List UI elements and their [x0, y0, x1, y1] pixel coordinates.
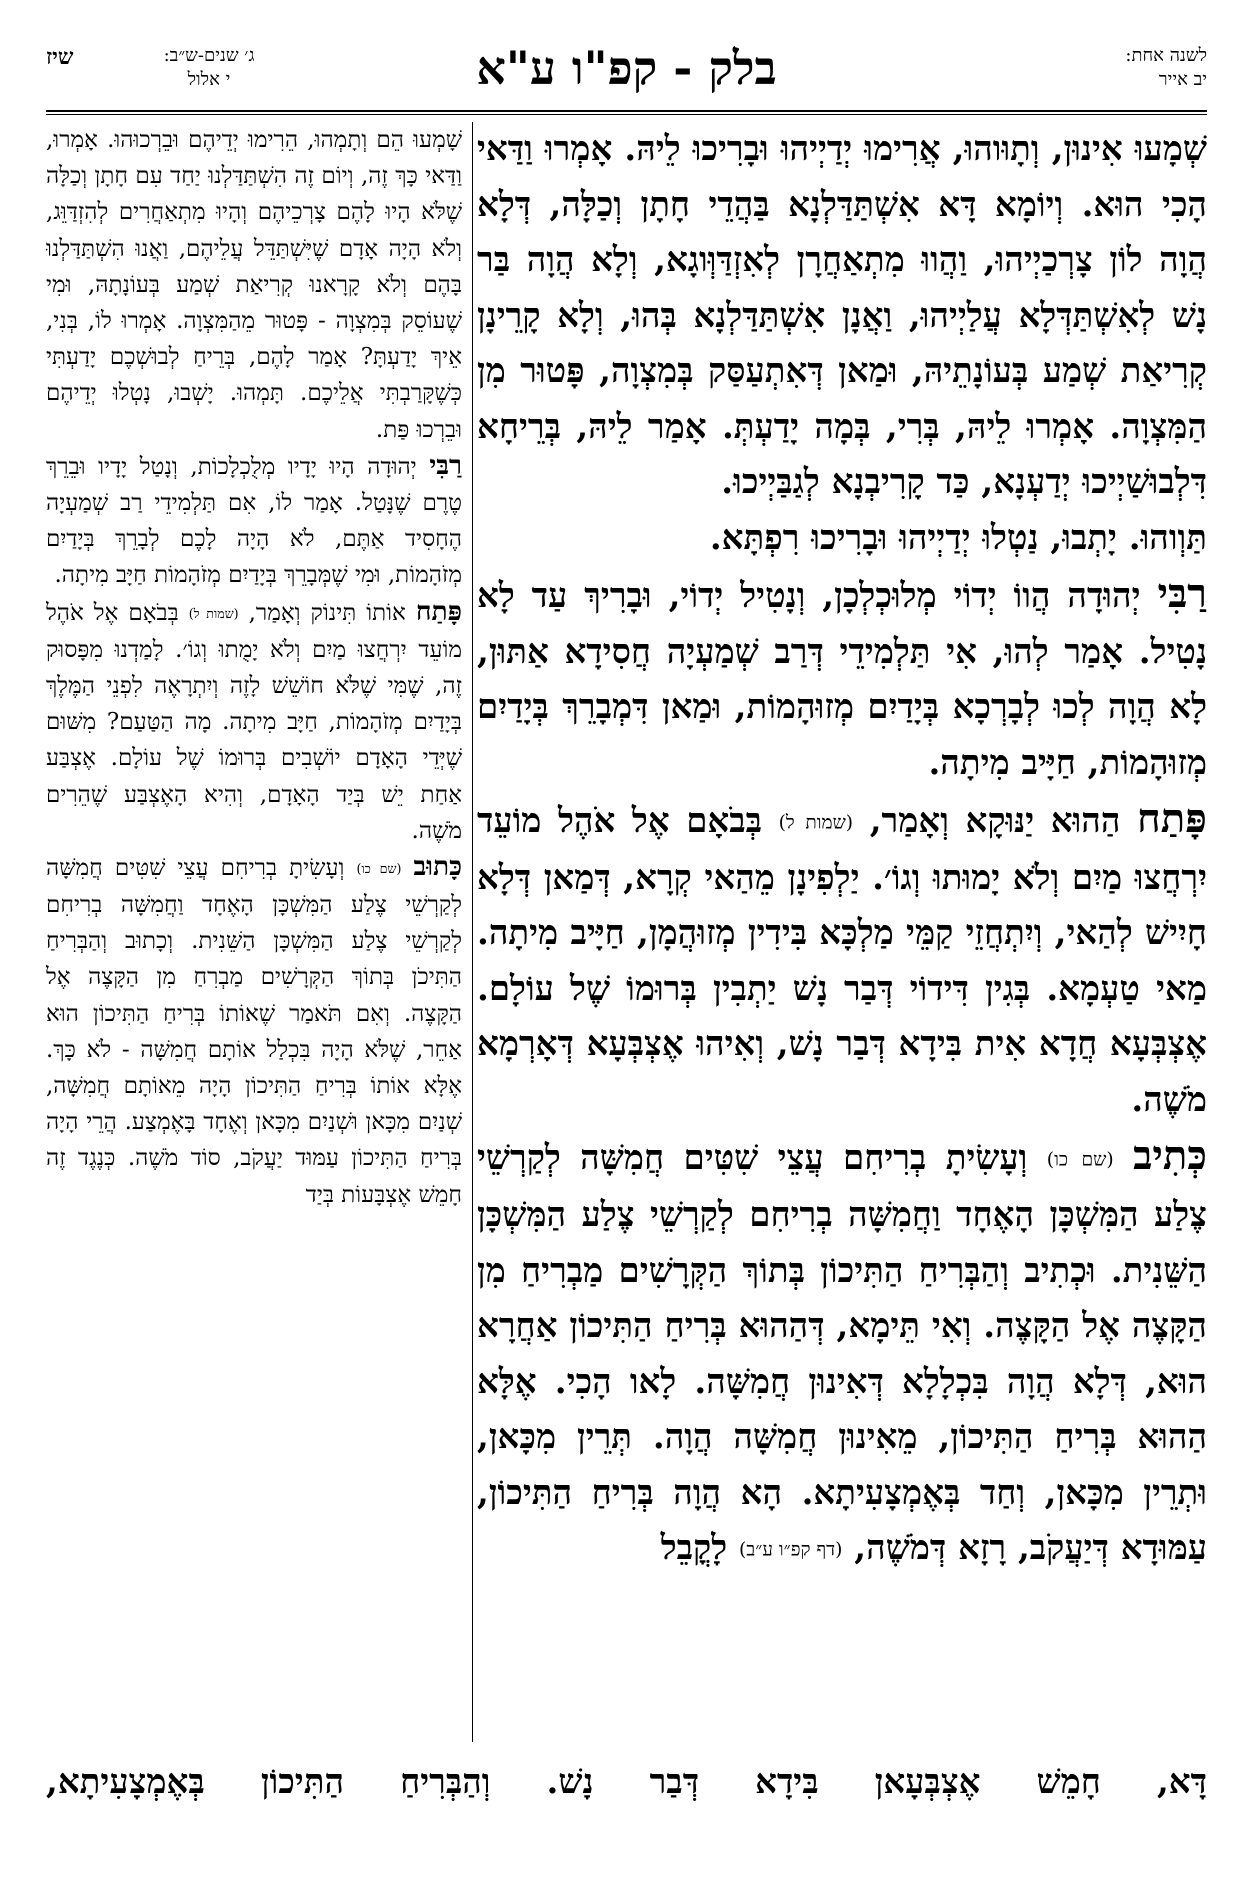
page-title: בלק - קפ"ו ע"א — [476, 41, 777, 95]
main-paragraph-3-text: יְהוּדָה הֲווֹ יְדוֹי מְלוּכְלְכָן, וְנָטִיל יְדוֹי, וּבָרִיךְ עַד לָא נָטִיל. אָמַר לְהוּ, אִי תַּלְמִידֵי דְּרַב שְׁמַעְיָה חֲסִידָא אַתּוּן, לָא הֲוָה לְכוּ לְבָרְכָא בְּיָדַיִם מְזוּהָמוֹת, וּמַאן דִּמְבָרֵךְ בְּיָדַיִם מְזוּהָמוֹת, חַיָּיב מִיתָה. — [477, 576, 1207, 783]
main-paragraph-4-text-a: הַהוּא יַנּוּקָא וְאָמַר, — [869, 801, 1121, 841]
header-right-info-line1: לשנה אחת: — [1125, 45, 1207, 66]
main-paragraph-1: שְׁמָעוּ אִינוּן, וְתָוּוהוּ, אֲרִימוּ יְדַיְיהוּ וּבָרִיכוּ לֵיהּ. אָמְרוּ וַדַּאי הָכִי הוּא. וְיוֹמָא דָּא אִשְׁתַּדַּלְנָא בַּהֲדֵי חָתָן וְכַלָּה, דְּלָא הֲוָה לוֹן צָרְכַיְיהוּ, וַהֲווּ מִתְאַחֲרָן לְאִזְדַּוְּוגָא, וְלָא הֲוָה בַּר נָשׁ לְאִשְׁתַּדְּלָא עֲלַיְיהוּ, וַאֲנָן אִשְׁתַּדַּלְנָא בְּהוּ, וְלָא קָרֵינָן קְרִיאַת שְׁמַע בְּעוֹנָתֵיהּ, וּמַאן דְּאִתְעַסַּק בְּמִצְוָה, פָּטוּר מִן הַמִּצְוָה. אָמְרוּ לֵיהּ, בְּרִי, בְּמָה יָדַעְתְּ. אָמַר לֵיהּ, בְּרֵיחָא דִּלְבוּשַׁיְיכוּ יְדַעְנָא, כַּד קָרִיבְנָא לְגַבַּיְיכוּ. — [477, 129, 1207, 502]
main-paragraph-5 — [477, 1128, 1207, 1578]
side-paragraph-3-text: בְּבֹאָם אֶל אֹהֶל מוֹעֵד יִרְחֲצוּ מַיִם וְלֹא יָמֻתוּ וְגוֹ׳. לָמַדְנוּ מִפָּסוּק זֶה, שֶׁמִּי שֶׁלֹּא חוֹשֵׁשׁ לָזֶה וְיִתְרָאֶה לִפְנֵי הַמֶּלֶךְ בְּיָדַיִם מְזֹהָמוֹת, חַיָּב מִיתָה. מָה הַטַּעַם? מִשּׁוּם שֶׁיְּדֵי הָאָדָם יוֹשְׁבִים בְּרוּמוֹ שֶׁל עוֹלָם. אֶצְבַּע אַחַת יֵשׁ בְּיַד הָאָדָם, וְהִיא הָאֶצְבַּע שֶׁהֵרִים מֹשֶׁה. — [46, 599, 462, 844]
page-number: שיז — [46, 44, 74, 70]
header-left-info-line1: ג׳ שנים-ש״ב: — [163, 45, 255, 66]
main-text-column — [477, 122, 1207, 1742]
side-paragraph-2 — [46, 448, 462, 594]
header-divider — [46, 110, 1207, 112]
main-paragraph-5-lead: כְּתִיב — [1133, 1132, 1207, 1180]
main-paragraph-2: תַּוְוהוּ. יָתְבוּ, נַטְלוּ יְדַיְיהוּ וּבָרִיכוּ רִפְתָּא. — [709, 517, 1207, 558]
translation-column — [46, 122, 462, 1742]
side-paragraph-2-text: יְהוּדָה הָיוּ יָדָיו מְלֻכְלָכוֹת, וְנָטַל יָדָיו וּבֵרֵךְ טֶרֶם שֶׁנָּטַל. אָמַר לוֹ, אִם תַּלְמִידֵי רַב שְׁמַעְיָה הֶחָסִיד אַתֶּם, לֹא הָיָה לָכֶם לְבָרֵךְ בְּיָדַיִם מְזֹהָמוֹת, וּמִי שֶׁמְּבָרֵךְ בְּיָדַיִם מְזֹהָמוֹת חַיָּב מִיתָה. — [46, 453, 462, 589]
side-paragraph-3-ref: (שמות ל) — [188, 605, 239, 621]
header-right-info-line2: יב אייר — [1158, 69, 1207, 90]
footer-line: דָּא, חָמֵשׁ אֶצְבְּעָאן בִּידָא דְּבַר נָשׁ. וְהַבְּרִיחַ הַתִּיכוֹן בְּאֶמְצָעִיתָא, — [46, 1762, 1207, 1802]
main-paragraph-5-end: לָקֳבֵל — [660, 1528, 728, 1568]
main-paragraph-4-ref: (שמות ל) — [778, 812, 854, 834]
side-paragraph-3-lead: פָּתַח — [415, 595, 462, 627]
main-paragraph-4 — [477, 791, 1207, 1128]
main-paragraph-3 — [477, 566, 1207, 791]
main-paragraph-5-ref: (שם כו) — [1046, 1149, 1114, 1171]
side-paragraph-4 — [46, 849, 462, 1213]
main-paragraph-3-lead: רַבִּי — [1157, 570, 1207, 617]
main-paragraph-4-text: בְּבֹאָם אֶל אֹהֶל מוֹעֵד יִרְחֲצוּ מַיִם וְלֹא יָמוּתוּ וְגוֹ׳. יַלְפִינָן מֵהַאי קְרָא, דְּמַאן דְּלָא חָיִישׁ לְהַאי, וְיִתְחֲזֵי קַמֵּי מַלְכָּא בִּידִין מְזוּהֲמָן, חַיָּיב מִיתָה. מַאי טַעְמָא. בְּגִין דִּידוֹי דְּבַר נָשׁ יַתְבִין בְּרוּמוֹ שֶׁל עוֹלָם. אֶצְבְּעָא חֲדָא אִית בִּידָא דְּבַר נָשׁ, וְאִיהוּ אֶצְבְּעָא דְּאָרְמָא מֹשֶׁה. — [477, 801, 1207, 1120]
page-header — [46, 38, 1207, 108]
side-paragraph-3 — [46, 594, 462, 849]
main-paragraph-4-lead: פָּתַח — [1136, 795, 1207, 842]
main-paragraph-5-page-ref: (דף קפ״ו ע״ב) — [738, 1539, 843, 1561]
side-paragraph-2-lead: רַבִּי — [429, 449, 462, 481]
side-paragraph-3-text-a: אוֹתוֹ תִּינוֹק וְאָמַר, — [248, 599, 406, 626]
main-paragraph-5-text: וְעָשִׂיתָ בְרִיחִם עֲצֵי שִׁטִּים חֲמִשָּׁה לְקַרְשֵׁי צֶלַע הַמִּשְׁכָּן הָאֶחָד וַחֲמִשָּׁה בְרִיחִם לְקַרְשֵׁי צֶלַע הַמִּשְׁכָּן הַשֵּׁנִית. וּכְתִיב וְהַבְּרִיחַ הַתִּיכוֹן בְּתוֹךְ הַקְּרָשִׁים מַבְרִיחַ מִן הַקָּצֶה אֶל הַקָּצֶה. וְאִי תֵּימָא, דְּהַהוּא בְּרִיחַ הַתִּיכוֹן אַחֲרָא הוּא, דְּלָא הֲוָה בִּכְלָלָא דְּאִינוּן חֲמִשָּׁה. לָאו הָכִי. אֶלָּא הַהוּא בְּרִיחַ הַתִּיכוֹן, מֵאִינוּן חֲמִשָּׁה הֲוָה. תְּרֵין מִכָּאן, וּתְרֵין מִכָּאן, וְחַד בְּאֶמְצָעִיתָא. הָא הֲוָה בְּרִיחַ הַתִּיכוֹן, עַמּוּדָא דְּיַעֲקֹב, רָזָא דְּמֹשֶׁה, — [477, 1138, 1207, 1568]
side-paragraph-4-lead: כָּתוּב — [413, 850, 462, 882]
column-divider — [472, 122, 473, 1742]
side-paragraph-4-ref: (שם כו) — [356, 860, 402, 876]
header-right-info — [1037, 44, 1207, 92]
side-paragraph-1: שָׁמְעוּ הֵם וְתָמְהוּ, הֵרִימוּ יְדֵיהֶם וּבֵרְכוּהוּ. אָמְרוּ, וַדַּאי כָּךְ זֶה, וְיוֹם זֶה הִשְׁתַּדַּלְנוּ יַחַד עִם חָתָן וְכַלָּה שֶׁלֹּא הָיוּ לָהֶם צָרְכֵיהֶם וְהָיוּ מִתְאַחֲרִים לְהִזְדַּוֵּג, וְלֹא הָיָה אָדָם שֶׁיִּשְׁתַּדֵּל עֲלֵיהֶם, וַאֲנוּ הִשְׁתַּדַּלְנוּ בָּהֶם וְלֹא קָרָאנוּ קְרִיאַת שְׁמַע בְּעוֹנָתָהּ, וּמִי שֶׁעוֹסֵק בְּמִצְוָה - פָּטוּר מֵהַמִּצְוָה. אָמְרוּ לוֹ, בְּנִי, אֵיךְ יָדַעְתָּ? אָמַר לָהֶם, בְּרֵיחַ לְבוּשְׁכֶם יָדַעְתִּי כְּשֶׁקָּרַבְתִּי אֲלֵיכֶם. תָּמְהוּ. יָשְׁבוּ, נָטְלוּ יְדֵיהֶם וּבֵרְכוּ פַּת. — [46, 127, 462, 443]
header-divider-thin — [46, 114, 1207, 115]
header-left-info-line2: י אלול — [187, 69, 231, 90]
side-paragraph-4-text: וְעָשִׂיתָ בְרִיחִם עֲצֵי שִׁטִּים חֲמִשָּׁה לְקַרְשֵׁי צֶלַע הַמִּשְׁכָּן הָאֶחָד וַחֲמִשָּׁה בְרִיחִם לְקַרְשֵׁי צֶלַע הַמִּשְׁכָּן הַשֵּׁנִית. וְכָתוּב וְהַבְּרִיחַ הַתִּיכֹן בְּתוֹךְ הַקְּרָשִׁים מַבְרִחַ מִן הַקָּצֶה אֶל הַקָּצֶה. וְאִם תֹּאמַר שֶׁאוֹתוֹ בְּרִיחַ הַתִּיכוֹן הוּא אַחֵר, שֶׁלֹּא הָיָה בִּכְלַל אוֹתָם חֲמִשָּׁה - לֹא כָּךְ. אֶלָּא אוֹתוֹ בְּרִיחַ הַתִּיכוֹן הָיָה מֵאוֹתָם חֲמִשָּׁה, שְׁנַיִם מִכָּאן וּשְׁנַיִם מִכָּאן וְאֶחָד בָּאֶמְצַע. הֲרֵי הָיָה בְּרִיחַ הַתִּיכוֹן עַמּוּד יַעֲקֹב, סוֹד מֹשֶׁה. כְּנֶגֶד זֶה חָמֵשׁ אֶצְבָּעוֹת בְּיַד — [46, 854, 462, 1208]
